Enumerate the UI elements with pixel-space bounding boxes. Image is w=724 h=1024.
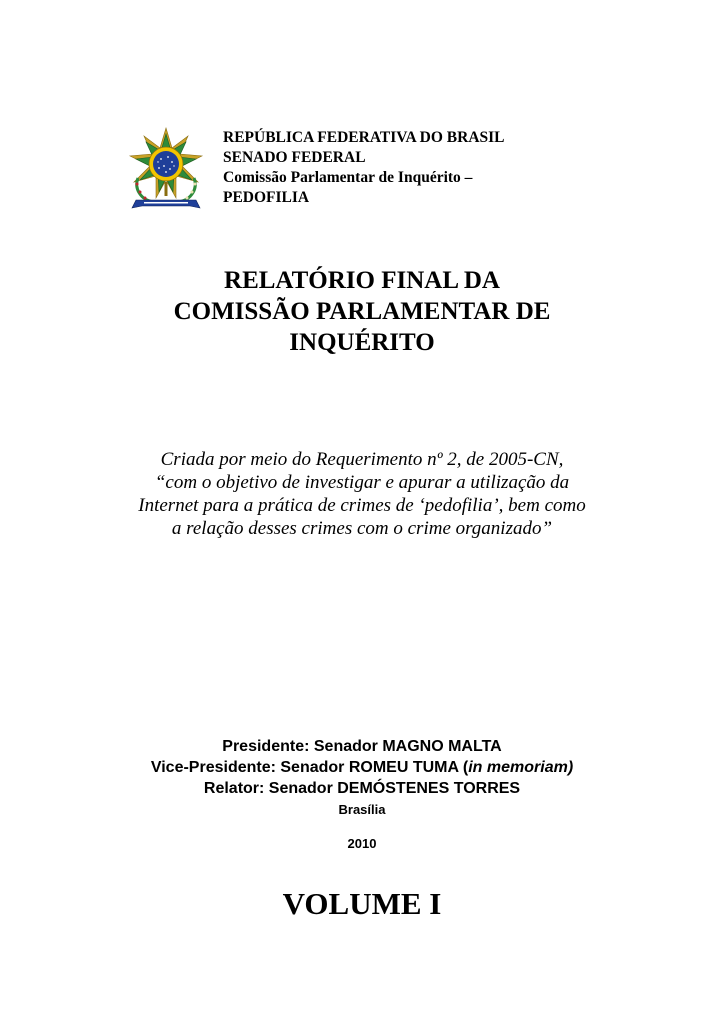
vice-president-name: Vice-Presidente: Senador ROMEU TUMA ( <box>150 759 469 776</box>
president-credit: Presidente: Senador MAGNO MALTA <box>222 738 502 755</box>
institution-name: SENADO FEDERAL <box>223 149 366 166</box>
subtitle-line-1: Criada por meio do Requerimento nº 2, de 2005-CN, <box>160 449 564 470</box>
country-name: REPÚBLICA FEDERATIVA DO BRASIL <box>223 129 505 146</box>
in-memoriam-note: in memoriam) <box>468 759 574 776</box>
subtitle-line-4: a relação desses crimes com o crime organizado” <box>171 518 553 539</box>
vice-president-credit <box>0 757 724 778</box>
report-title <box>0 265 724 358</box>
rapporteur-credit: Relator: Senador DEMÓSTENES TORRES <box>203 780 521 797</box>
credits-block <box>0 736 724 799</box>
commission-name: Comissão Parlamentar de Inquérito – <box>223 169 473 186</box>
volume-label: VOLUME I <box>282 886 442 921</box>
subtitle-line-3: Internet para a prática de crimes de ‘pedofilia’, bem como <box>138 495 586 516</box>
subtitle-line-2: “com o objetivo de investigar e apurar a utilização da <box>154 472 570 493</box>
city: Brasília <box>338 802 386 817</box>
header-block <box>223 128 583 208</box>
commission-topic: PEDOFILIA <box>223 189 310 206</box>
brazil-coat-of-arms-icon <box>128 126 204 212</box>
report-subtitle <box>0 448 724 540</box>
report-title-line-2: COMISSÃO PARLAMENTAR DE <box>173 298 551 325</box>
report-title-line-1: RELATÓRIO FINAL DA <box>224 267 500 294</box>
year: 2010 <box>347 836 377 851</box>
report-title-line-3: INQUÉRITO <box>289 329 435 356</box>
